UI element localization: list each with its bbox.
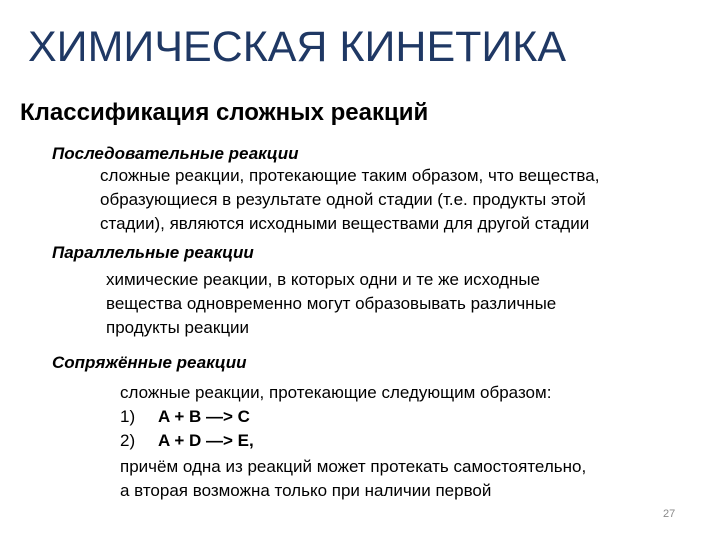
- parallel-text-line: продукты реакции: [106, 318, 250, 337]
- sequential-text-line: стадии), являются исходными веществами для другой стадии: [100, 214, 590, 233]
- reaction-equation: A + D —> E,: [158, 431, 254, 450]
- section-heading-parallel: Параллельные реакции: [52, 243, 254, 262]
- coupled-text-line: а вторая возможна только при наличии первой: [120, 481, 492, 500]
- slide-subtitle: Классификация сложных реакций: [20, 99, 429, 126]
- coupled-intro-text: сложные реакции, протекающие следующим образом:: [120, 383, 552, 402]
- section-heading-coupled: Сопряжённые реакции: [52, 353, 247, 372]
- page-number: 27: [663, 508, 676, 520]
- coupled-text-line: причём одна из реакций может протекать самостоятельно,: [120, 457, 587, 476]
- reaction-number: 1): [120, 407, 136, 426]
- reaction-line: [120, 431, 254, 451]
- section-heading-sequential: Последовательные реакции: [52, 144, 299, 163]
- sequential-text-line: сложные реакции, протекающие таким образом, что вещества,: [100, 166, 600, 185]
- parallel-text-line: вещества одновременно могут образовывать различные: [106, 294, 557, 313]
- sequential-text-line: образующиеся в результате одной стадии (т.е. продукты этой: [100, 190, 586, 209]
- reaction-line: [120, 407, 250, 427]
- slide-title: ХИМИЧЕСКАЯ КИНЕТИКА: [28, 23, 567, 71]
- reaction-equation: A + B —> C: [158, 407, 250, 426]
- reaction-number: 2): [120, 431, 136, 450]
- parallel-text-line: химические реакции, в которых одни и те же исходные: [106, 270, 541, 289]
